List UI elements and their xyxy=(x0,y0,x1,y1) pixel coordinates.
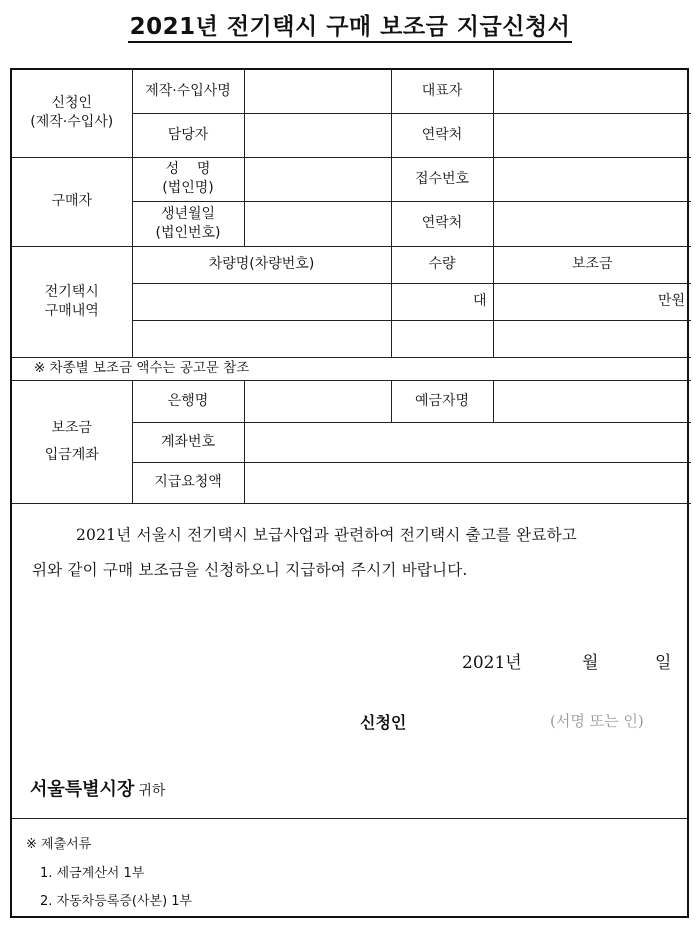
subsidy-field[interactable] xyxy=(493,283,691,320)
representative-field[interactable] xyxy=(493,70,691,113)
purchase-header-row xyxy=(12,246,691,283)
account-row-1 xyxy=(12,380,691,422)
buyer-section-label: 구매자 xyxy=(12,157,132,246)
document-item: 2. 자동차등록증(사본) 1부 xyxy=(40,894,193,909)
company-name-label: 제작·수입사명 xyxy=(132,70,244,113)
receipt-no-field[interactable] xyxy=(493,157,691,201)
statement-text xyxy=(32,518,677,588)
vehicle-field-2[interactable] xyxy=(132,320,391,357)
documents-heading: ※ 제출서류 xyxy=(26,837,92,852)
applicant-contact-field[interactable] xyxy=(493,113,691,157)
addressee-suffix: 귀하 xyxy=(138,783,166,799)
buyer-row-1 xyxy=(12,157,691,201)
vehicle-header: 차량명(차량번호) xyxy=(132,246,391,283)
signature-label: 신청인 xyxy=(360,713,407,732)
holder-field[interactable] xyxy=(493,380,691,422)
quantity-unit: 대 xyxy=(472,293,487,310)
note-row xyxy=(12,357,691,380)
account-section-label: 보조금 입금계좌 xyxy=(12,380,132,503)
application-form xyxy=(10,68,689,918)
form-title: 2021년 전기택시 구매 보조금 지급신청서 xyxy=(0,8,700,41)
signature-field[interactable]: (서명 또는 인) xyxy=(550,712,644,730)
subsidy-header: 보조금 xyxy=(493,246,691,283)
applicant-section-label: 신청인 (제작·수입사) xyxy=(12,70,132,157)
statement-line-2: 위와 같이 구매 보조금을 신청하오니 지급하여 주시기 바랍니다. xyxy=(32,561,468,579)
subsidy-unit: 만원 xyxy=(657,293,685,310)
holder-label: 예금자명 xyxy=(391,380,493,422)
purchase-section-label: 전기택시 구매내역 xyxy=(12,246,132,357)
required-documents xyxy=(12,818,687,918)
company-name-field[interactable] xyxy=(244,70,391,113)
account-no-field[interactable] xyxy=(244,422,691,462)
date-day[interactable]: 일 xyxy=(655,653,672,673)
statement-line-1: 2021년 서울시 전기택시 보급사업과 관련하여 전기택시 출고를 완료하고 xyxy=(76,526,577,544)
quantity-header: 수량 xyxy=(391,246,493,283)
manager-label: 담당자 xyxy=(132,113,244,157)
bank-field[interactable] xyxy=(244,380,391,422)
birth-label: 생년월일 (법인번호) xyxy=(132,201,244,246)
manager-field[interactable] xyxy=(244,113,391,157)
buyer-name-label: 성 명 (법인명) xyxy=(132,157,244,201)
quantity-field[interactable] xyxy=(391,283,493,320)
buyer-contact-label: 연락처 xyxy=(391,201,493,246)
buyer-contact-field[interactable] xyxy=(493,201,691,246)
document-item: 1. 세금계산서 1부 xyxy=(40,866,145,881)
amount-field[interactable] xyxy=(244,462,691,503)
date-year[interactable]: 2021년 xyxy=(462,653,522,673)
applicant-row-1 xyxy=(12,70,691,113)
birth-field[interactable] xyxy=(244,201,391,246)
buyer-name-field[interactable] xyxy=(244,157,391,201)
amount-label: 지급요청액 xyxy=(132,462,244,503)
applicant-contact-label: 연락처 xyxy=(391,113,493,157)
addressee xyxy=(30,775,165,801)
quantity-field-2[interactable] xyxy=(391,320,493,357)
form-table xyxy=(12,70,691,504)
representative-label: 대표자 xyxy=(391,70,493,113)
subsidy-field-2[interactable] xyxy=(493,320,691,357)
vehicle-field[interactable] xyxy=(132,283,391,320)
subsidy-note: ※ 차종별 보조금 액수는 공고문 참조 xyxy=(12,357,691,380)
addressee-name: 서울특별시장 xyxy=(30,779,135,800)
receipt-no-label: 접수번호 xyxy=(391,157,493,201)
bank-label: 은행명 xyxy=(132,380,244,422)
date-month[interactable]: 월 xyxy=(582,653,599,673)
account-no-label: 계좌번호 xyxy=(132,422,244,462)
